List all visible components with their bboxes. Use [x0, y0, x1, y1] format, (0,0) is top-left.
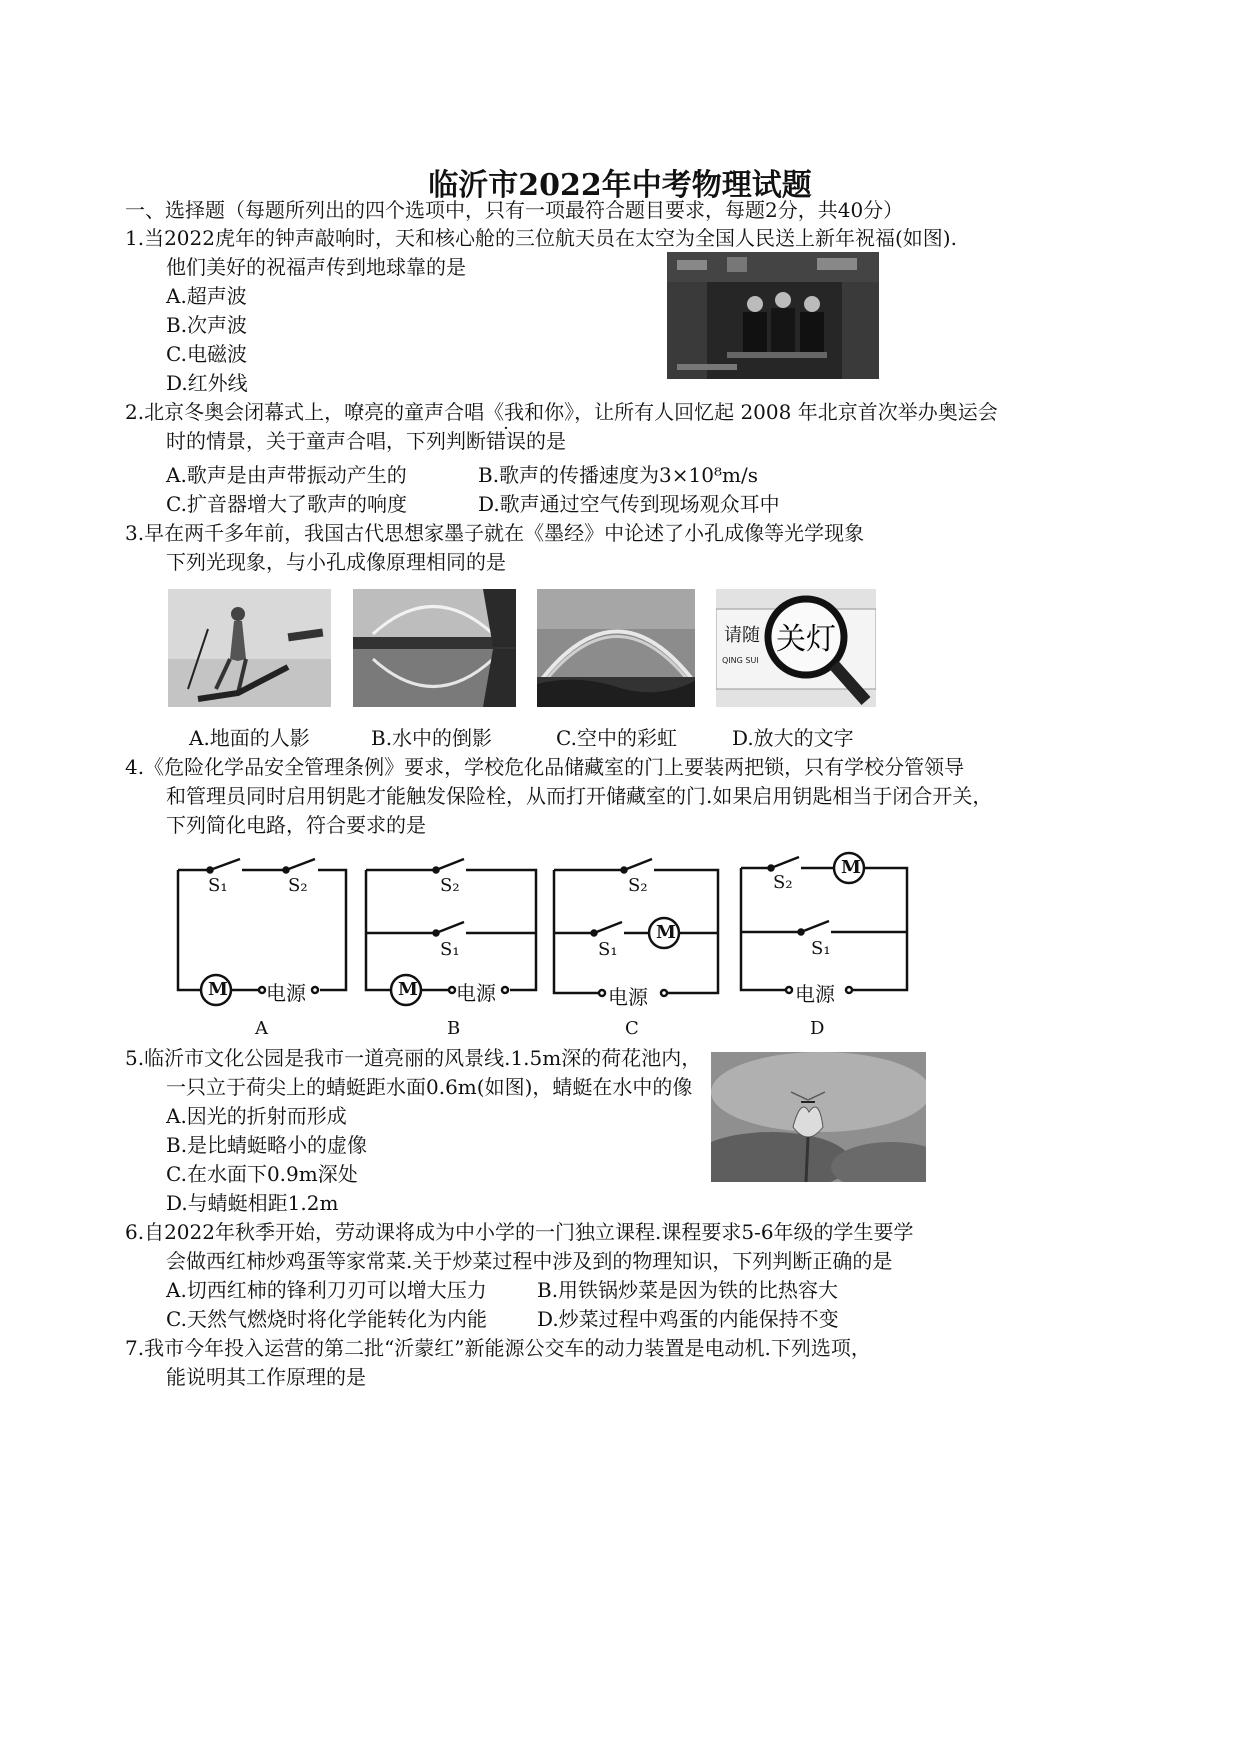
q3-caption-a: A.地面的人影 — [189, 726, 310, 750]
q3-caption-c: C.空中的彩虹 — [556, 726, 677, 750]
switch-s2-label: S₂ — [288, 875, 308, 896]
q2-stem-line2 — [166, 427, 566, 455]
circuit-d — [735, 850, 920, 1005]
q4-stem-line3: 下列简化电路，符合要求的是 — [166, 813, 426, 837]
sign-small-text: 请随 — [724, 625, 760, 646]
motor-symbol: M — [656, 922, 676, 943]
power-label: 电源 — [795, 982, 835, 1006]
sign-magnified-text: 关灯 — [776, 622, 836, 657]
page-title: 临沂市2022年中考物理试题 — [428, 168, 812, 203]
q3-caption-b: B.水中的倒影 — [371, 726, 493, 750]
q6-option-a: A.切西红柿的锋利刀刃可以增大压力 — [166, 1278, 487, 1302]
q4-stem: 4.《危险化学品安全管理条例》要求，学校危化品储藏室的门上要装两把锁，只有学校分管领导 — [125, 755, 965, 779]
q5-option-a: A.因光的折射而形成 — [166, 1104, 347, 1128]
switch-s1-label: S₁ — [208, 875, 228, 896]
circuit-b — [360, 855, 545, 1010]
q1-option-c: C.电磁波 — [166, 342, 247, 366]
q2-stem: 2.北京冬奥会闭幕式上，嘹亮的童声合唱《我和你》，让所有人回忆起 2008 年北京首次举办奥运会 — [125, 400, 998, 424]
q7-stem: 7.我市今年投入运营的第二批“沂蒙红”新能源公交车的动力装置是电动机.下列选项， — [125, 1336, 871, 1360]
sign-pinyin: QING SUI — [722, 656, 759, 665]
q6-stem: 6.自2022年秋季开始，劳动课将成为中小学的一门独立课程.课程要求5-6年级的学生要学 — [125, 1220, 914, 1244]
q5-stem-line2: 一只立于荷尖上的蜻蜓距水面0.6m(如图)，蜻蜓在水中的像 — [166, 1075, 693, 1099]
q1-stem-line2: 他们美好的祝福声传到地球靠的是 — [166, 255, 466, 279]
circuit-a — [170, 855, 355, 1010]
power-label: 电源 — [608, 985, 648, 1009]
section-heading: 一、选择题（每题所列出的四个选项中，只有一项最符合题目要求，每题2分，共40分） — [125, 198, 904, 222]
q2-stem-post: 的是 — [526, 429, 566, 453]
q6-option-b: B.用铁锅炒菜是因为铁的比热容大 — [537, 1278, 839, 1302]
switch-s2-label: S₂ — [773, 872, 793, 893]
q5-option-b: B.是比蜻蜓略小的虚像 — [166, 1133, 368, 1157]
q2-stem-pre: 时的情景，关于童声合唱，下列判断 — [166, 429, 486, 453]
shadow-photo — [168, 589, 331, 707]
q5-option-c: C.在水面下0.9m深处 — [166, 1162, 358, 1186]
q5-stem: 5.临沂市文化公园是我市一道亮丽的风景线.1.5m深的荷花池内， — [125, 1046, 702, 1070]
q1-option-a: A.超声波 — [166, 284, 247, 308]
q3-stem-line2: 下列光现象，与小孔成像原理相同的是 — [166, 550, 506, 574]
q2-option-c: C.扩音器增大了歌声的响度 — [166, 492, 407, 516]
reflection-photo — [353, 589, 516, 707]
q4-stem-line2: 和管理员同时启用钥匙才能触发保险栓，从而打开储藏室的门.如果启用钥匙相当于闭合开关， — [166, 784, 993, 808]
magnifier-photo — [716, 589, 876, 707]
switch-s1-label: S₁ — [811, 938, 831, 959]
circuit-label-b: B — [447, 1018, 461, 1039]
motor-symbol: M — [841, 857, 861, 878]
q2-option-d: D.歌声通过空气传到现场观众耳中 — [478, 492, 780, 516]
rainbow-photo — [537, 589, 695, 707]
motor-symbol: M — [208, 979, 228, 1000]
circuit-c — [548, 855, 733, 1010]
circuit-label-a: A — [255, 1018, 268, 1039]
switch-s2-label: S₂ — [628, 875, 648, 896]
q2-option-a: A.歌声是由声带振动产生的 — [166, 463, 407, 487]
q1-option-d: D.红外线 — [166, 371, 248, 395]
motor-symbol: M — [398, 979, 418, 1000]
switch-s1-label: S₁ — [598, 939, 618, 960]
switch-s2-label: S₂ — [440, 875, 460, 896]
q5-option-d: D.与蜻蜓相距1.2m — [166, 1191, 339, 1215]
q6-stem-line2: 会做西红柿炒鸡蛋等家常菜.关于炒菜过程中涉及到的物理知识，下列判断正确的是 — [166, 1249, 893, 1273]
circuit-label-c: C — [625, 1018, 639, 1039]
dragonfly-lotus-photo — [711, 1052, 926, 1182]
q2-option-b: B.歌声的传播速度为3×10⁸m/s — [478, 463, 758, 487]
astronauts-photo — [667, 252, 879, 379]
power-label: 电源 — [456, 981, 496, 1005]
switch-s1-label: S₁ — [440, 939, 460, 960]
q3-caption-d: D.放大的文字 — [732, 726, 854, 750]
q6-option-c: C.天然气燃烧时将化学能转化为内能 — [166, 1307, 487, 1331]
q7-stem-line2: 能说明其工作原理的是 — [166, 1365, 366, 1389]
q6-option-d: D.炒菜过程中鸡蛋的内能保持不变 — [537, 1307, 839, 1331]
power-label: 电源 — [266, 981, 306, 1005]
q1-option-b: B.次声波 — [166, 313, 248, 337]
circuit-label-d: D — [810, 1018, 825, 1039]
q3-stem: 3.早在两千多年前，我国古代思想家墨子就在《墨经》中论述了小孔成像等光学现象 — [125, 521, 865, 545]
q2-emphasis: 错误 — [486, 429, 526, 453]
q1-stem: 1.当2022虎年的钟声敲响时，天和核心舱的三位航天员在太空为全国人民送上新年祝福(如图). — [125, 226, 957, 250]
